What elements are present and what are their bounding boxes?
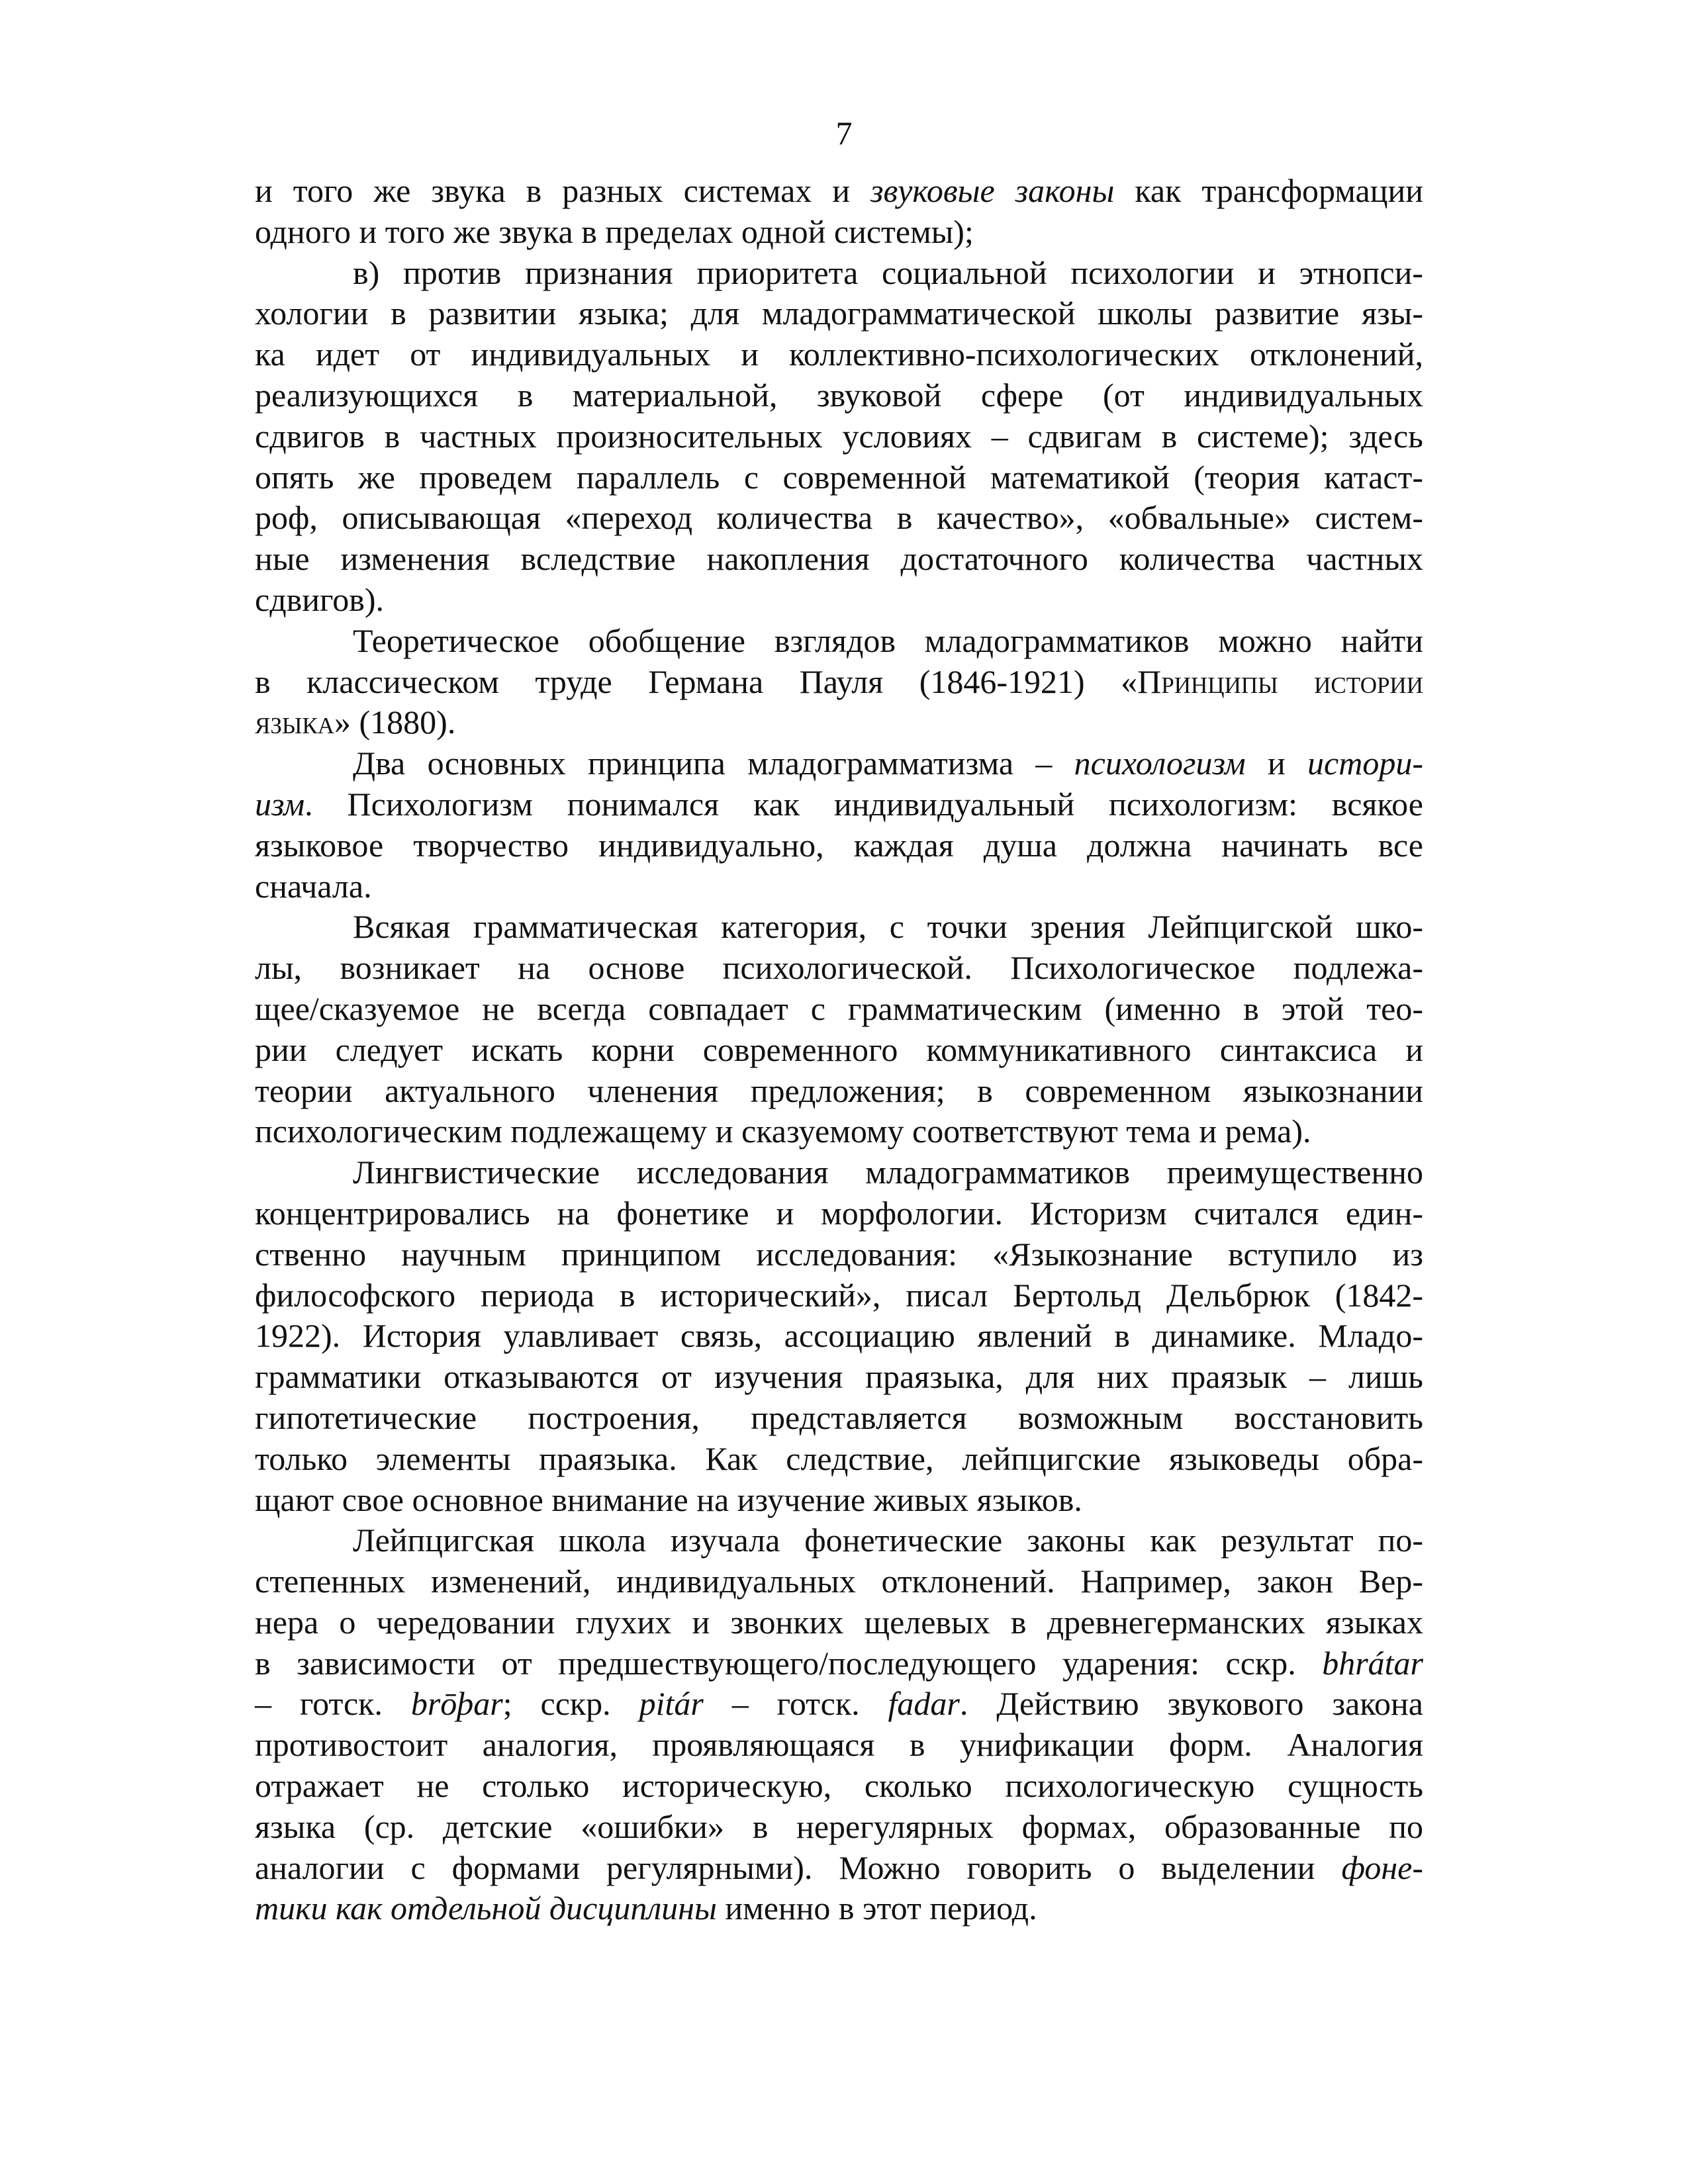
text-line (255, 1888, 1423, 1929)
text-line (255, 866, 1423, 907)
text-line (255, 457, 1423, 498)
text-run: . Действию звукового закона (959, 1685, 1423, 1723)
text-run: ные изменения вследствие накопления достаточного количества частных (255, 540, 1423, 578)
text-line (255, 1684, 1423, 1725)
paragraph-p6 (255, 1152, 1423, 1520)
text-run: нера о чередовании глухих и звонких щелевых в древнегерманских языках (255, 1603, 1423, 1641)
text-line (255, 1071, 1423, 1112)
text-run: » (1880). (334, 704, 456, 741)
text-line (255, 416, 1423, 457)
text-run: ; сскр. (502, 1685, 639, 1723)
text-line (255, 375, 1423, 416)
text-run: философского периода в исторический», писал Бертольд Дельбрюк (1842- (255, 1276, 1423, 1314)
text-run: одного и того же звука в пределах одной системы); (255, 212, 974, 250)
text-run: тики как отдельной дисциплины (255, 1889, 717, 1927)
page-number: 7 (835, 114, 853, 152)
text-line (255, 1520, 1423, 1561)
paragraph-p4 (255, 743, 1423, 907)
paragraph-p5 (255, 907, 1423, 1152)
text-run: Лейпцигская школа изучала фонетические законы как результат по- (353, 1522, 1423, 1559)
text-run: Теоретическое обобщение взглядов младограмматиков можно найти (353, 621, 1423, 659)
text-run: как трансформации (1114, 172, 1423, 209)
text-line (255, 1357, 1423, 1398)
text-line (255, 1398, 1423, 1439)
text-run: сначала. (255, 867, 372, 905)
text-run: психологическим подлежащему и сказуемому соответствуют тема и рема). (255, 1113, 1311, 1150)
text-line (255, 212, 1423, 253)
text-line (255, 1316, 1423, 1357)
text-run: ственно научным принципом исследования: «Языкознание вступило из (255, 1235, 1423, 1273)
text-line (255, 1480, 1423, 1521)
text-line (255, 662, 1423, 703)
text-run: и того же звука в разных системах и (255, 172, 871, 209)
text-line (255, 1275, 1423, 1316)
text-line (255, 1766, 1423, 1807)
text-line (255, 1561, 1423, 1602)
text-line (255, 743, 1423, 784)
text-line (255, 784, 1423, 825)
text-run: fadar (888, 1685, 960, 1723)
text-run: 1922). История улавливает связь, ассоциацию явлений в динамике. Младо- (255, 1317, 1423, 1355)
text-line (255, 825, 1423, 866)
text-run: хологии в развитии языка; для младограмматической школы развитие язы- (255, 295, 1423, 332)
text-line (255, 293, 1423, 334)
text-line (255, 334, 1423, 375)
text-line (255, 1807, 1423, 1848)
text-line (255, 171, 1423, 212)
text-line (255, 1643, 1423, 1684)
text-line (255, 989, 1423, 1030)
text-run: теории актуального членения предложения; в современном языкознании (255, 1071, 1423, 1109)
text-run: роф, описывающая «переход количества в качество», «обвальные» систем- (255, 499, 1423, 537)
text-line (255, 1234, 1423, 1275)
text-run: в зависимости от предшествующего/последующего ударения: сскр. (255, 1644, 1323, 1682)
text-run: именно в этот период. (716, 1889, 1037, 1927)
text-run: рии следует искать корни современного коммуникативного синтаксиса и (255, 1030, 1423, 1068)
text-run: лы, возникает на основе психологической. Психологическое подлежа- (255, 949, 1423, 987)
paragraph-p1 (255, 171, 1423, 253)
text-run: отражает не столько историческую, сколько психологическую сущность (255, 1767, 1423, 1805)
paragraph-p3 (255, 621, 1423, 743)
text-run: Всякая грамматическая категория, с точки зрения Лейпцигской шко- (353, 908, 1423, 946)
text-line (255, 1725, 1423, 1766)
text-run: концентрировались на фонетике и морфологии. Историзм считался един- (255, 1194, 1423, 1232)
text-run: языковое творчество индивидуально, каждая душа должна начинать все (255, 826, 1423, 864)
text-line (255, 253, 1423, 294)
text-line (255, 1193, 1423, 1234)
text-line (255, 498, 1423, 539)
text-run: щее/сказуемое не всегда совпадает с грамматическим (именно в этой тео- (255, 989, 1423, 1027)
text-run: – готск. (255, 1685, 411, 1723)
text-line (255, 907, 1423, 948)
text-run: фоне- (1341, 1848, 1423, 1886)
text-line (255, 948, 1423, 989)
text-line (255, 1848, 1423, 1889)
text-run: изм (255, 785, 305, 823)
text-line (255, 539, 1423, 580)
text-run: противостоит аналогия, проявляющаяся в унификации форм. Аналогия (255, 1726, 1423, 1764)
text-line (255, 1030, 1423, 1071)
text-run: аналогии с формами регулярными). Можно говорить о выделении (255, 1848, 1342, 1886)
text-run: грамматики отказываются от изучения праязыка, для них праязык – лишь (255, 1358, 1423, 1396)
text-run: звуковые законы (870, 172, 1115, 209)
text-run: . Психологизм понимался как индивидуальный психологизм: всякое (305, 785, 1423, 823)
text-run: реализующихся в материальной, звуковой сфере (от индивидуальных (255, 376, 1423, 414)
text-run: психологизм (1074, 745, 1246, 782)
text-line (255, 1602, 1423, 1643)
text-body (255, 171, 1423, 1929)
paragraph-p7 (255, 1520, 1423, 1929)
text-run: истори- (1307, 745, 1423, 782)
text-run: и (1245, 745, 1308, 782)
text-line (255, 1152, 1423, 1193)
text-run: сдвигов). (255, 580, 385, 618)
text-run: brōþar (410, 1685, 503, 1723)
text-run: в классическом труде Германа Пауля (1846-1921) « (255, 662, 1138, 700)
text-run: bhrátar (1322, 1644, 1423, 1682)
text-run: степенных изменений, индивидуальных отклонений. Например, закон Вер- (255, 1563, 1423, 1600)
text-run: гипотетические построения, представляется возможным восстановить (255, 1398, 1423, 1436)
text-line (255, 702, 1423, 743)
text-run: языка (ср. детские «ошибки» в нерегулярных формах, образованные по (255, 1807, 1423, 1845)
paragraph-p2 (255, 253, 1423, 621)
text-run: Принципы истории (1137, 662, 1423, 700)
text-line (255, 1439, 1423, 1480)
text-line (255, 1111, 1423, 1152)
text-run: только элементы праязыка. Как следствие, лейпцигские языковеды обра- (255, 1439, 1423, 1477)
text-run: опять же проведем параллель с современной математикой (теория катаст- (255, 458, 1423, 496)
text-run: Два основных принципа младограмматизма – (353, 745, 1074, 782)
text-run: ка идет от индивидуальных и коллективно-психологических отклонений, (255, 336, 1423, 373)
text-line (255, 621, 1423, 662)
text-run: сдвигов в частных произносительных условиях – сдвигам в системе); здесь (255, 417, 1423, 455)
text-run: в) против признания приоритета социальной психологии и этнопси- (353, 253, 1423, 291)
text-run: pitár (639, 1685, 704, 1723)
text-run: Лингвистические исследования младограмматиков преимущественно (353, 1154, 1423, 1191)
text-line (255, 580, 1423, 621)
text-run: щают свое основное внимание на изучение живых языков. (255, 1480, 1082, 1518)
text-run: – готск. (703, 1685, 888, 1723)
text-run: языка (255, 704, 335, 741)
